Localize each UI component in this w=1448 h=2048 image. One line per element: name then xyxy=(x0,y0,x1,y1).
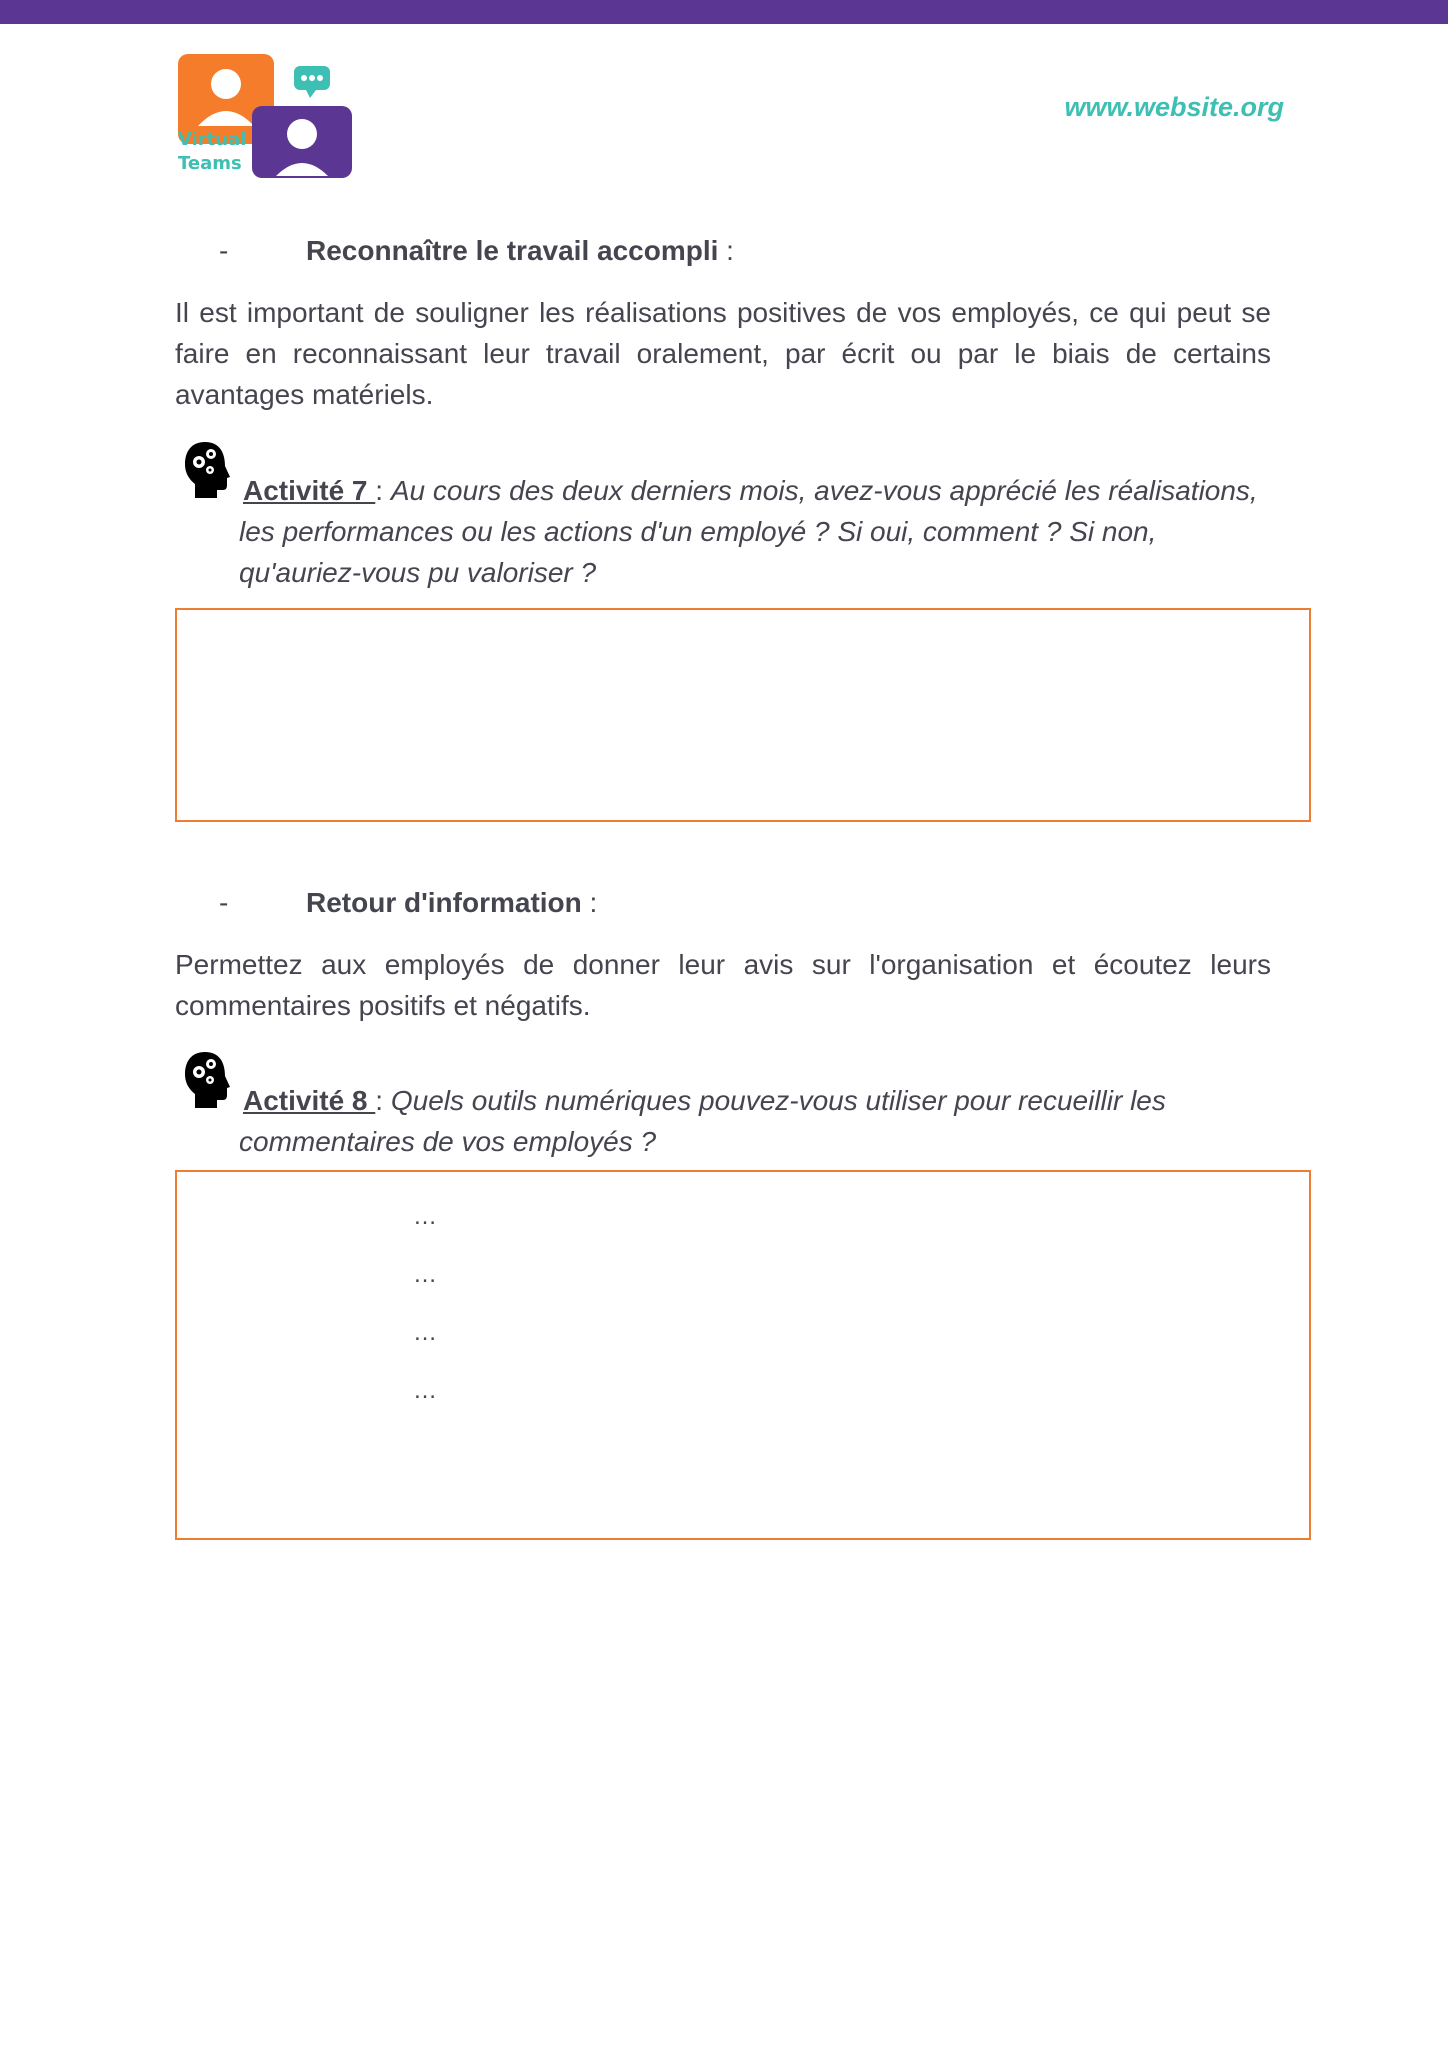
logo-text-line2: Teams xyxy=(178,153,242,174)
activity-8-colon: : xyxy=(375,1085,391,1116)
answer-line[interactable]: … xyxy=(413,1261,437,1288)
website-url[interactable]: www.website.org xyxy=(1064,92,1284,122)
activity-8-answer-box[interactable] xyxy=(175,1170,1311,1540)
activity-8 xyxy=(175,1080,1271,1162)
activity-7-text xyxy=(175,470,1271,593)
heading-suffix: : xyxy=(718,235,734,266)
activity-8-label: Activité 8 xyxy=(243,1085,376,1116)
bullet-dash: - xyxy=(219,887,229,918)
activity-7-question: Au cours des deux derniers mois, avez-vous apprécié les réalisations, les performances ou les actions d'un employé ? Si oui, comment ? Si non, qu'auriez-vous pu valoriser ? xyxy=(239,475,1258,588)
virtual-teams-logo xyxy=(176,52,356,180)
activity-7-label: Activité 7 xyxy=(243,475,376,506)
answer-lines xyxy=(413,1188,437,1420)
heading-text xyxy=(306,886,597,920)
heading-text xyxy=(306,234,734,268)
feedback-paragraph: Permettez aux employés de donner leur avis sur l'organisation et écoutez leurs commentaires positifs et négatifs. xyxy=(175,949,1271,1021)
recognition-paragraph: Il est important de souligner les réalisations positives de vos employés, ce qui peut se faire en reconnaissant leur travail oralement, par écrit ou par le biais de certains avantages matériels. xyxy=(175,297,1271,410)
top-bar xyxy=(0,0,1448,24)
activity-7 xyxy=(175,470,1271,593)
bullet-dash: - xyxy=(219,235,229,266)
activity-8-text xyxy=(175,1080,1271,1162)
heading-bold: Retour d'information xyxy=(306,887,582,918)
answer-line[interactable]: … xyxy=(413,1377,437,1404)
activity-8-question: Quels outils numériques pouvez-vous utiliser pour recueillir les commentaires de vos employés ? xyxy=(239,1085,1166,1157)
activity-7-colon: : xyxy=(375,475,391,506)
heading-bold: Reconnaître le travail accompli xyxy=(306,235,719,266)
activity-7-answer-box[interactable] xyxy=(175,608,1311,822)
heading-suffix: : xyxy=(581,887,598,918)
answer-line[interactable]: … xyxy=(413,1203,437,1230)
answer-line[interactable]: … xyxy=(413,1319,437,1346)
logo-text xyxy=(178,128,246,176)
logo-text-line1: Virtual xyxy=(178,129,247,150)
